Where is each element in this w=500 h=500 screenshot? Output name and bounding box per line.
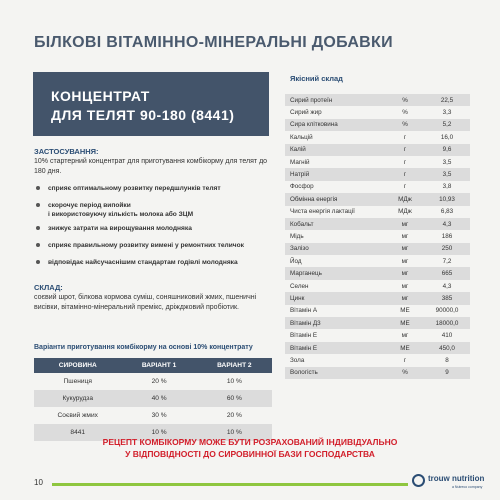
page-number: 10: [34, 478, 43, 487]
variants-title: Варіанти приготування комбікорму на основі 10% концентрату: [34, 344, 253, 351]
table-row: Зола г 8: [290, 356, 449, 364]
footer-bar: [52, 483, 408, 486]
variants-header-row: [34, 358, 272, 373]
bullet-dot-icon: [36, 243, 40, 247]
table-row: Обмінна енергія МДж 10,93: [285, 193, 470, 205]
table-row: Калій г 9,6: [285, 144, 470, 156]
table-row: Вітамін Е МЕ 450,0: [285, 342, 470, 354]
table-row: Кобальт мг 4,3: [285, 218, 470, 230]
table-row: Сира клітковина % 5,2: [285, 119, 470, 131]
logo-mark-icon: [412, 474, 425, 487]
table-row: Кальцій г 16,0: [290, 133, 454, 141]
table-row: Соєвий жмих 30 % 20 %: [57, 412, 242, 419]
variants-table: [34, 358, 272, 441]
table-row: Вітамін А МЕ 90000,0: [290, 307, 459, 315]
table-row: Селен мг 4,3: [290, 282, 452, 290]
variants-header-cell: ВАРІАНТ 1: [121, 358, 196, 373]
product-title-line2: ДЛЯ ТЕЛЯТ 90-180 (8441): [51, 107, 235, 123]
trouw-nutrition-logo: trouw nutrition a Nutreco company: [412, 472, 490, 492]
table-row: Чиста енергія лактації МДж 6,83: [290, 208, 454, 216]
table-row: Йод мг 7,2: [290, 257, 452, 265]
composition-heading: СКЛАД:: [34, 283, 63, 292]
page-title: БІЛКОВІ ВІТАМІННО-МІНЕРАЛЬНІ ДОБАВКИ: [34, 34, 393, 51]
variants-header-cell: СИРОВИНА: [34, 358, 121, 373]
bullet-item: знижує затрати на вирощування молодняка: [36, 224, 192, 233]
quality-title: Якісний склад: [290, 74, 343, 83]
quality-table: [285, 94, 470, 379]
table-row: Сирий жир % 3,3: [290, 109, 452, 117]
table-row: 8441 10 % 10 %: [34, 424, 272, 441]
bullet-dot-icon: [36, 203, 40, 207]
bullet-item: скорочує період випойки і використовуючу кількість молока або ЗЦМ: [36, 201, 193, 219]
table-row: Пшениця 20 % 10 %: [63, 378, 242, 385]
recipe-note: РЕЦЕПТ КОМБІКОРМУ МОЖЕ БУТИ РОЗРАХОВАНИЙ ІНДИВІДУАЛЬНО У ВІДПОВІДНОСТІ ДО СИРОВИННОЇ БАЗИ ГОСПОДАРСТВА: [102, 437, 398, 459]
product-title-box: [33, 72, 269, 136]
table-row: Магній г 3,5: [290, 158, 452, 166]
table-row: Натрій г 3,5: [285, 168, 470, 180]
table-row: Вітамін Д3 МЕ 18000,0: [285, 317, 470, 329]
bullet-dot-icon: [36, 186, 40, 190]
bullet-dot-icon: [36, 260, 40, 264]
usage-heading: ЗАСТОСУВАННЯ:: [34, 147, 99, 156]
variants-header-cell: ВАРІАНТ 2: [197, 358, 272, 373]
usage-text: 10% стартерний концентрат для приготування комбікорму для телят до 180 дня.: [34, 158, 268, 175]
bullet-dot-icon: [36, 226, 40, 230]
table-row: Залізо мг 250: [285, 243, 470, 255]
table-row: Кукурудза 40 % 60 %: [34, 390, 272, 407]
bullet-item: відповідає найсучаснішим стандартам годівлі молодняка: [36, 258, 238, 267]
bullet-item: сприяє оптимальному розвитку передшлункiв телят: [36, 184, 221, 193]
table-row: Цинк мг 385: [285, 292, 470, 304]
table-row: Вологість % 9: [285, 367, 470, 379]
table-row: Марганець мг 665: [285, 267, 470, 279]
table-row: Сирий протеїн % 22,5: [285, 94, 470, 106]
table-row: Вітамін Е мг 410: [290, 332, 453, 340]
composition-text: соєвий шрот, білкова кормова суміш, соняшниковий жмих, пшеничні висівки, вітамінно-мінеральний премікс, дріжджовий пробіотик.: [34, 294, 257, 311]
table-row: Фосфор г 3,8: [290, 183, 452, 191]
bullet-item: сприяє правильному розвитку вимені у ремонтних теличок: [36, 241, 244, 250]
product-title-line1: КОНЦЕНТРАТ: [51, 88, 150, 104]
table-row: Мідь мг 186: [290, 232, 453, 240]
